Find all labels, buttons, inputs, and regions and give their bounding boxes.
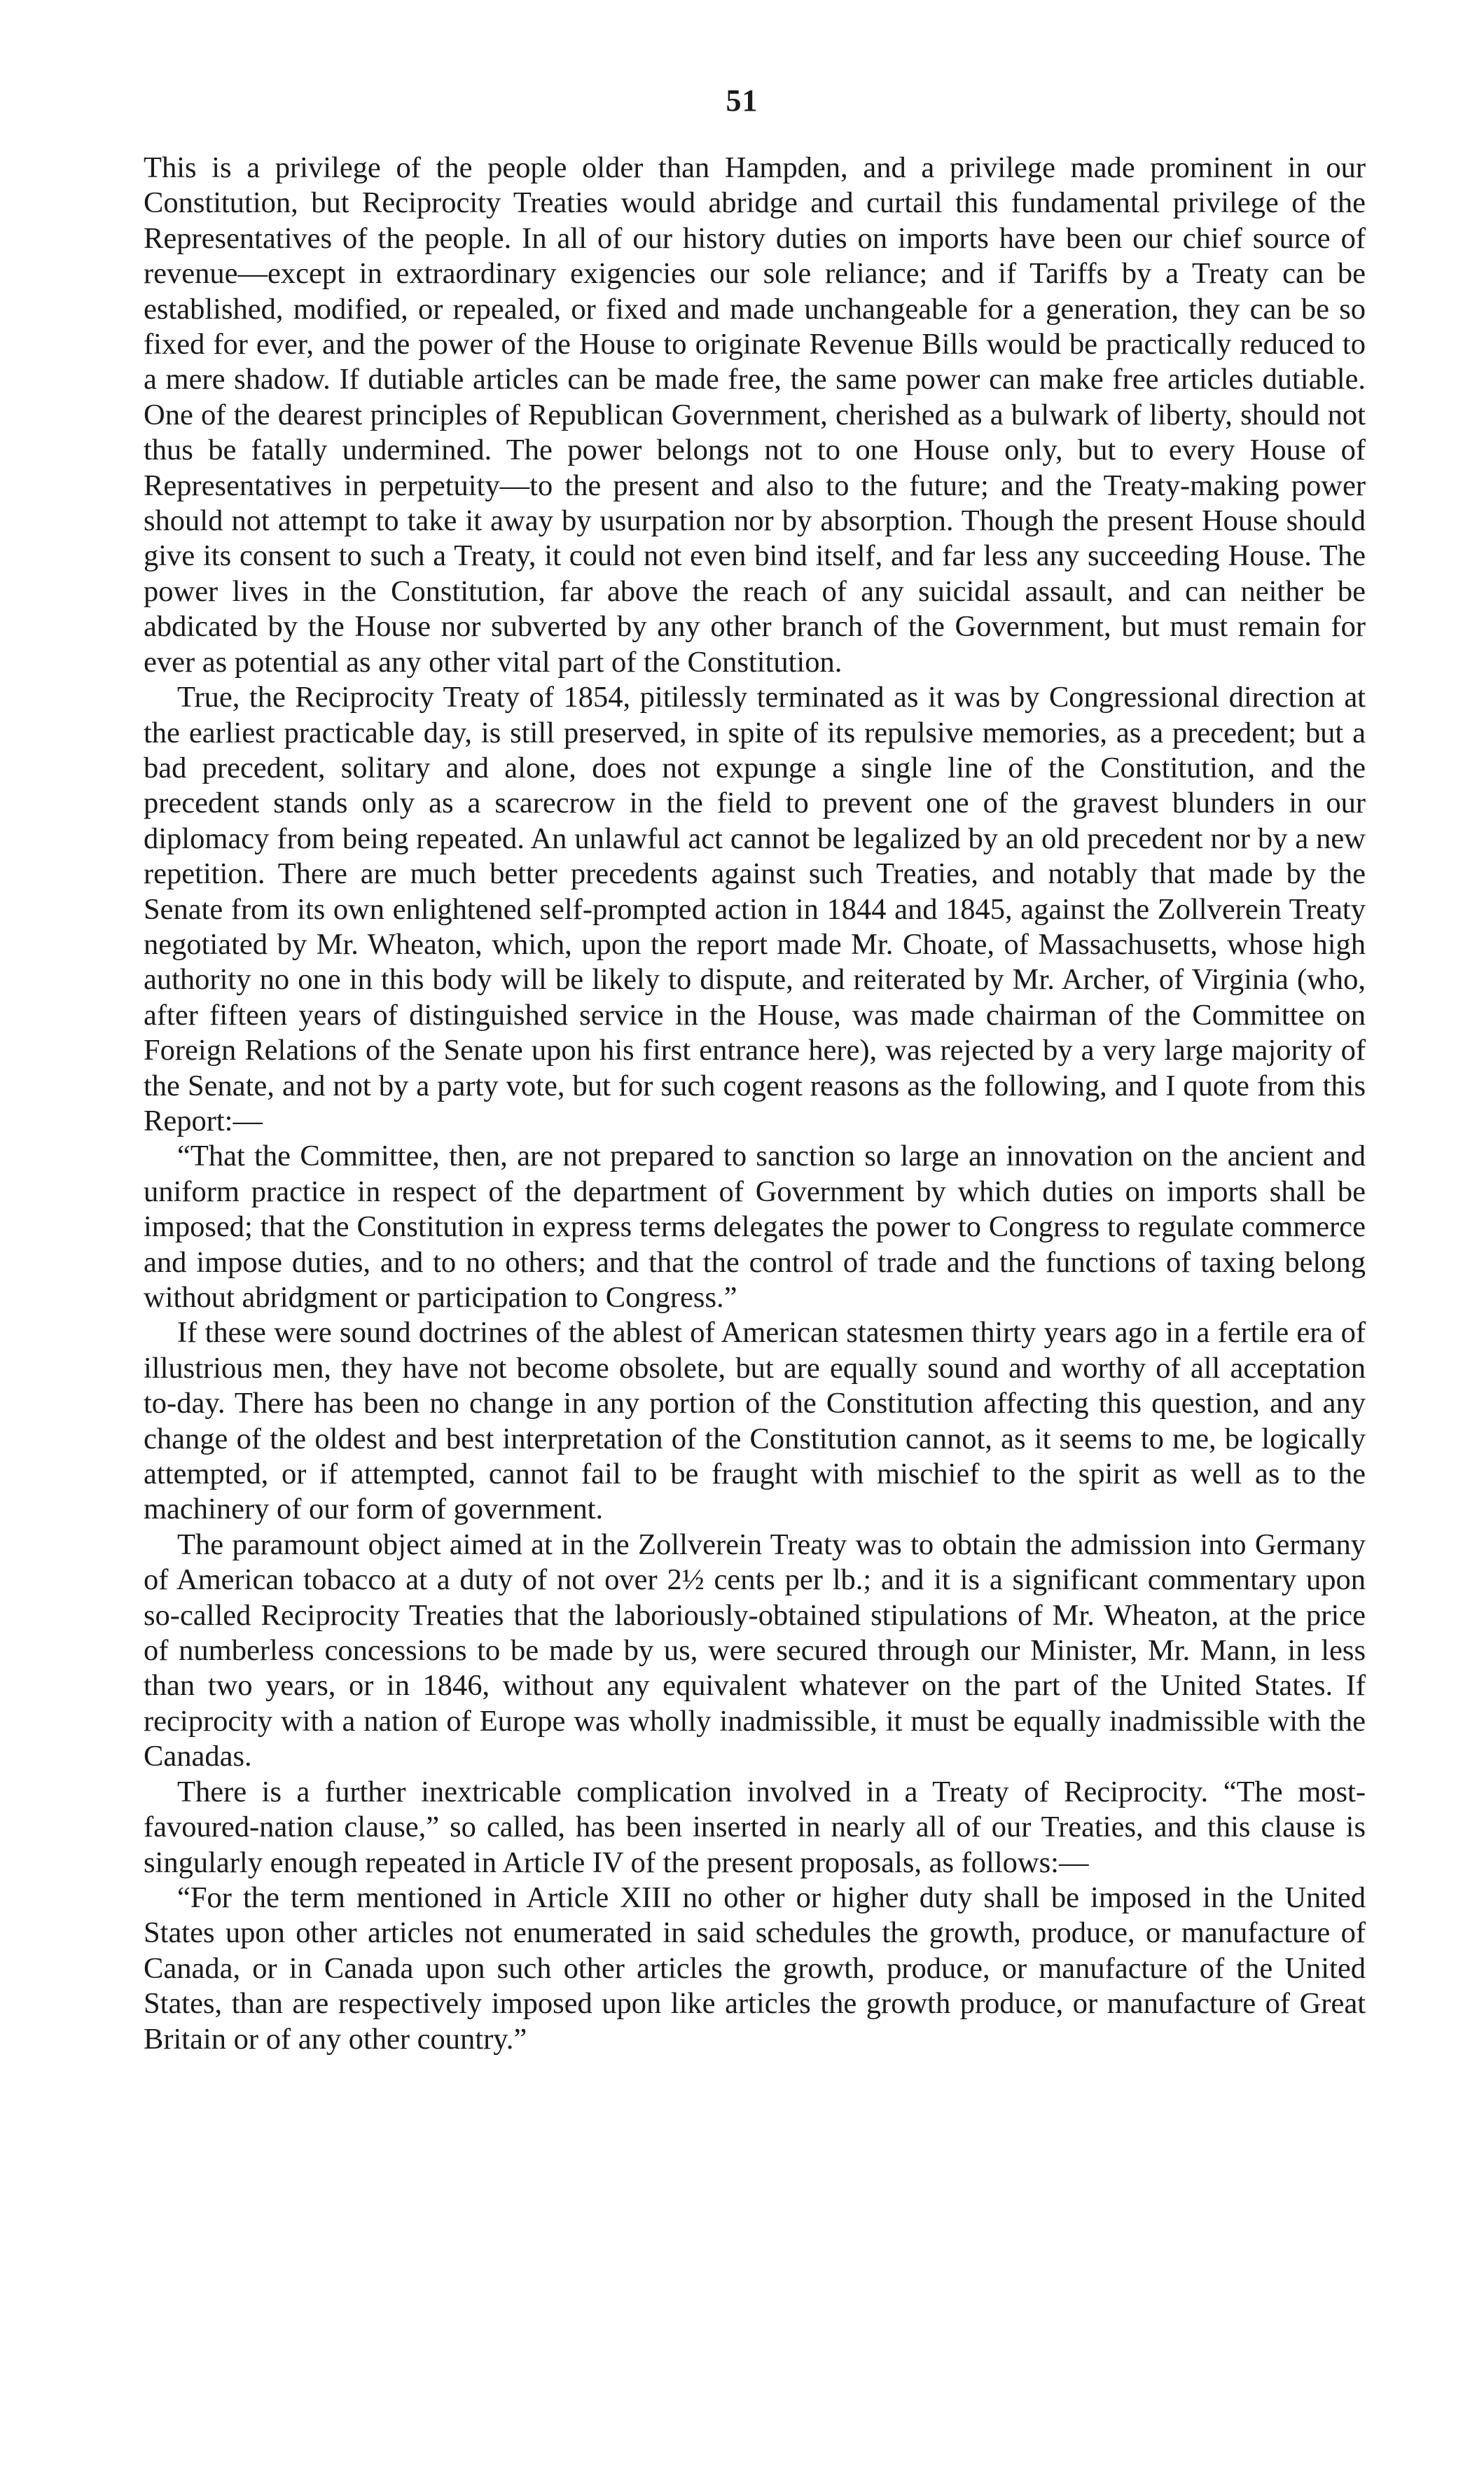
paragraph-constitution-privilege: This is a privilege of the people older than Hampden, and a privilege made prominent in our Constitution, but Reciprocity Treaties would abridge and curtail this fundamental privilege of the Representatives of the people. In all of our history duties on imports have been our chief source of revenue—except in extraordinary exigencies our sole reliance; and if Tariffs by a Treaty can be established, modified, or repealed, or fixed and made unchangeable for a generation, they can be so fixed for ever, and the power of the House to originate Revenue Bills would be practically reduced to a mere shadow. If dutiable articles can be made free, the same power can make free articles dutiable. One of the dearest principles of Republican Government, cherished as a bulwark of liberty, should not thus be fatally undermined. The power belongs not to one House only, but to every House of Representatives in perpetuity—to the present and also to the future; and the Treaty-making power should not attempt to take it away by usurpation nor by absorption. Though the present House should give its consent to such a Treaty, it could not even bind itself, and far less any succeeding House. The power lives in the Constitution, far above the reach of any suicidal assault, and can neither be abdicated by the House nor subverted by any other branch of the Government, but must remain for ever as potential as any other vital part of the Constitution. (144, 151, 1366, 679)
paragraph-most-favoured-nation: There is a further inextricable complication involved in a Treaty of Reciprocity. “The most-favoured-nation clause,” so called, has been inserted in nearly all of our Treaties, and this clause is singularly enough repeated in Article IV of the present proposals, as follows:— (144, 1775, 1366, 1879)
paragraph-sound-doctrines: If these were sound doctrines of the ablest of American statesmen thirty years ago in a fertile era of illustrious men, they have not become obsolete, but are equally sound and worthy of all acceptation to-day. There has been no change in any portion of the Constitution affecting this question, and any change of the oldest and best interpretation of the Constitution cannot, as it seems to me, be logically attempted, or if attempted, cannot fail to be fraught with mischief to the spirit as well as to the machinery of our form of government. (144, 1316, 1366, 1526)
paragraph-zollverein-treaty: The paramount object aimed at in the Zollverein Treaty was to obtain the admission into Germany of American tobacco at a duty of not over 2½ cents per lb.; and it is a significant commentary upon so-called Reciprocity Treaties that the laboriously-obtained stipulations of Mr. Wheaton, at the price of numberless concessions to be made by us, were secured through our Minister, Mr. Mann, in less than two years, or in 1846, without any equivalent whatever on the part of the United States. If reciprocity with a nation of Europe was wholly inadmissible, it must be equally inadmissible with the Canadas. (144, 1528, 1366, 1773)
paragraph-reciprocity-1854: True, the Reciprocity Treaty of 1854, pitilessly terminated as it was by Congressional direction at the earliest practicable day, is still preserved, in spite of its repulsive memories, as a precedent; but a bad precedent, solitary and alone, does not expunge a single line of the Constitution, and the precedent stands only as a scarecrow in the field to prevent one of the gravest blunders in our diplomacy from being repeated. An unlawful act cannot be legalized by an old precedent nor by a new repetition. There are much better precedents against such Treaties, and notably that made by the Senate from its own enlightened self-prompted action in 1844 and 1845, against the Zollverein Treaty negotiated by Mr. Wheaton, which, upon the report made Mr. Choate, of Massachusetts, whose high authority no one in this body will be likely to dispute, and reiterated by Mr. Archer, of Virginia (who, after fifteen years of distinguished service in the House, was made chairman of the Committee on Foreign Relations of the Senate upon his first entrance here), was rejected by a very large majority of the Senate, and not by a party vote, but for such cogent reasons as the following, and I quote from this Report:— (144, 681, 1366, 1137)
page-number: 51 (726, 83, 758, 118)
quote-committee-report: “That the Committee, then, are not prepared to sanction so large an innovation on the ancient and uniform practice in respect of the department of Government by which duties on imports shall be imposed; that the Constitution in express terms delegates the power to Congress to regulate commerce and impose duties, and to no others; and that the control of trade and the functions of taxing belong without abridgment or participation to Congress.” (144, 1140, 1366, 1314)
page-body (144, 151, 1366, 2057)
quote-article-xiii: “For the term mentioned in Article XIII no other or higher duty shall be imposed in the United States upon other articles not enumerated in said schedules the growth, produce, or manufacture of Canada, or in Canada upon such other articles the growth, produce, or manufacture of the United States, than are respectively imposed upon like articles the growth produce, or manufacture of Great Britain or of any other country.” (144, 1881, 1366, 2056)
